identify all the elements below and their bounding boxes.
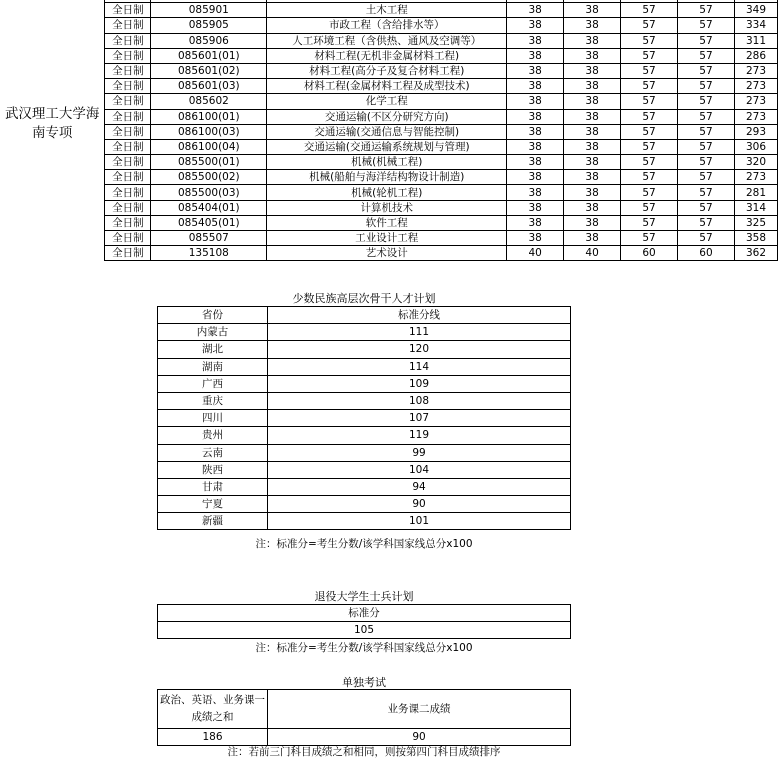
english-line-cell: 38 (564, 139, 621, 154)
english-line-cell: 38 (564, 48, 621, 63)
major-code-cell: 085905 (151, 18, 267, 33)
major-code-cell: 085901 (151, 3, 267, 18)
minority-plan-table (157, 306, 571, 530)
standard-score-cell: 108 (268, 392, 571, 409)
study-mode-cell: 全日制 (105, 155, 151, 170)
course1-line-cell: 57 (621, 215, 678, 230)
veteran-plan-note: 注：标准分=考生分数/该学科国家线总分x100 (255, 642, 473, 654)
major-name-cell: 机械(船舶与海洋结构物设计制造) (267, 170, 507, 185)
study-mode-cell: 全日制 (105, 79, 151, 94)
veteran-plan-title: 退役大学生士兵计划 (314, 590, 414, 603)
province-cell: 甘肃 (158, 478, 268, 495)
minority-header-row (158, 307, 571, 324)
admission-row (0, 200, 778, 215)
major-name-cell: 人工环境工程（含供热、通风及空调等） (267, 33, 507, 48)
major-code-cell: 085405(01) (151, 215, 267, 230)
single-exam-value-course2: 90 (268, 729, 571, 746)
study-mode-cell: 全日制 (105, 200, 151, 215)
school-name-cell: 武汉理工大学海南专项 (0, 0, 105, 261)
major-name-cell: 艺术设计 (267, 246, 507, 261)
province-cell: 内蒙古 (158, 324, 268, 341)
english-line-cell: 38 (564, 94, 621, 109)
course2-line-cell: 57 (678, 231, 735, 246)
major-code-cell: 085601(03) (151, 79, 267, 94)
admission-score-table (0, 0, 778, 261)
total-line-cell: 293 (734, 124, 777, 139)
course1-line-cell: 57 (621, 48, 678, 63)
standard-score-cell: 90 (268, 496, 571, 513)
admission-row (0, 48, 778, 63)
single-exam-note: 注：若前三门科目成绩之和相同，则按第四门科目成绩排序 (227, 746, 501, 758)
veteran-header-cell: 标准分 (158, 605, 571, 622)
province-cell: 四川 (158, 410, 268, 427)
major-code-cell: 086100(04) (151, 139, 267, 154)
total-line-cell: 273 (734, 94, 777, 109)
total-line-cell: 334 (734, 18, 777, 33)
english-line-cell: 38 (564, 79, 621, 94)
total-line-cell: 349 (734, 3, 777, 18)
veteran-plan-table (157, 604, 571, 639)
study-mode-cell: 全日制 (105, 139, 151, 154)
total-line-cell: 358 (734, 231, 777, 246)
major-code-cell: 085602 (151, 94, 267, 109)
english-line-cell: 38 (564, 18, 621, 33)
minority-plan-title: 少数民族高层次骨干人才计划 (292, 292, 436, 305)
major-code-cell: 085601(02) (151, 63, 267, 78)
course1-line-cell: 57 (621, 155, 678, 170)
standard-score-cell: 99 (268, 444, 571, 461)
minority-row (158, 461, 571, 478)
course2-line-cell: 57 (678, 79, 735, 94)
course1-line-cell: 57 (621, 124, 678, 139)
single-exam-header-sum: 政治、英语、业务课一成绩之和 (158, 690, 268, 729)
course2-line-cell: 57 (678, 48, 735, 63)
single-exam-header-row (158, 690, 571, 729)
course2-line-cell: 57 (678, 200, 735, 215)
admission-row (0, 63, 778, 78)
standard-score-cell: 94 (268, 478, 571, 495)
english-line-cell: 38 (564, 109, 621, 124)
course2-line-cell: 57 (678, 124, 735, 139)
course2-line-cell: 57 (678, 215, 735, 230)
admission-row (0, 139, 778, 154)
total-line-cell: 320 (734, 155, 777, 170)
veteran-header-row (158, 605, 571, 622)
english-line-cell: 38 (564, 33, 621, 48)
course1-line-cell: 57 (621, 170, 678, 185)
minority-row (158, 444, 571, 461)
course2-line-cell: 57 (678, 109, 735, 124)
standard-score-cell: 114 (268, 358, 571, 375)
english-line-cell: 38 (564, 215, 621, 230)
minority-header-province: 省份 (158, 307, 268, 324)
course1-line-cell: 57 (621, 231, 678, 246)
single-exam-header-course2: 业务课二成绩 (268, 690, 571, 729)
study-mode-cell: 全日制 (105, 48, 151, 63)
major-code-cell: 085404(01) (151, 200, 267, 215)
study-mode-cell: 全日制 (105, 63, 151, 78)
english-line-cell: 38 (564, 185, 621, 200)
province-cell: 新疆 (158, 513, 268, 530)
province-cell: 云南 (158, 444, 268, 461)
standard-score-cell: 120 (268, 341, 571, 358)
course1-line-cell: 60 (621, 246, 678, 261)
admission-row (0, 155, 778, 170)
major-code-cell: 086100(03) (151, 124, 267, 139)
major-name-cell: 机械(轮机工程) (267, 185, 507, 200)
politics-line-cell: 38 (507, 94, 564, 109)
minority-row (158, 375, 571, 392)
politics-line-cell: 38 (507, 109, 564, 124)
total-line-cell: 286 (734, 48, 777, 63)
study-mode-cell: 全日制 (105, 18, 151, 33)
course1-line-cell: 57 (621, 185, 678, 200)
major-code-cell: 135108 (151, 246, 267, 261)
english-line-cell: 38 (564, 124, 621, 139)
admission-row (0, 94, 778, 109)
politics-line-cell: 40 (507, 246, 564, 261)
major-code-cell: 086100(01) (151, 109, 267, 124)
politics-line-cell: 38 (507, 124, 564, 139)
politics-line-cell: 38 (507, 170, 564, 185)
major-name-cell: 工业设计工程 (267, 231, 507, 246)
minority-header-score: 标准分线 (268, 307, 571, 324)
politics-line-cell: 38 (507, 139, 564, 154)
total-line-cell: 281 (734, 185, 777, 200)
single-exam-value-sum: 186 (158, 729, 268, 746)
course1-line-cell: 57 (621, 109, 678, 124)
total-line-cell: 311 (734, 33, 777, 48)
admission-row (0, 231, 778, 246)
study-mode-cell: 全日制 (105, 33, 151, 48)
course1-line-cell: 57 (621, 94, 678, 109)
standard-score-cell: 111 (268, 324, 571, 341)
course2-line-cell: 57 (678, 170, 735, 185)
province-cell: 重庆 (158, 392, 268, 409)
admission-row (0, 109, 778, 124)
english-line-cell: 40 (564, 246, 621, 261)
standard-score-cell: 107 (268, 410, 571, 427)
major-name-cell: 材料工程(无机非金属材料工程) (267, 48, 507, 63)
major-name-cell: 交通运输(不区分研究方向) (267, 109, 507, 124)
province-cell: 贵州 (158, 427, 268, 444)
admission-row (0, 170, 778, 185)
total-line-cell: 325 (734, 215, 777, 230)
study-mode-cell: 全日制 (105, 170, 151, 185)
course2-line-cell: 57 (678, 155, 735, 170)
minority-plan-note: 注：标准分=考生分数/该学科国家线总分x100 (255, 538, 473, 550)
course1-line-cell: 57 (621, 79, 678, 94)
english-line-cell: 38 (564, 231, 621, 246)
single-exam-title: 单独考试 (342, 676, 386, 689)
course1-line-cell: 57 (621, 200, 678, 215)
major-code-cell: 085500(01) (151, 155, 267, 170)
veteran-value-row (158, 622, 571, 639)
province-cell: 宁夏 (158, 496, 268, 513)
admission-row (0, 3, 778, 18)
politics-line-cell: 38 (507, 48, 564, 63)
total-line-cell: 273 (734, 79, 777, 94)
minority-row (158, 427, 571, 444)
province-cell: 陕西 (158, 461, 268, 478)
standard-score-cell: 109 (268, 375, 571, 392)
admission-score-section (0, 0, 778, 262)
minority-row (158, 341, 571, 358)
english-line-cell: 38 (564, 200, 621, 215)
admission-row (0, 124, 778, 139)
admission-row (0, 33, 778, 48)
major-name-cell: 软件工程 (267, 215, 507, 230)
course2-line-cell: 57 (678, 185, 735, 200)
standard-score-cell: 101 (268, 513, 571, 530)
politics-line-cell: 38 (507, 231, 564, 246)
admission-row (0, 215, 778, 230)
study-mode-cell: 全日制 (105, 124, 151, 139)
major-code-cell: 085601(01) (151, 48, 267, 63)
major-code-cell: 085507 (151, 231, 267, 246)
course2-line-cell: 60 (678, 246, 735, 261)
major-name-cell: 计算机技术 (267, 200, 507, 215)
politics-line-cell: 38 (507, 18, 564, 33)
english-line-cell: 38 (564, 170, 621, 185)
admission-row (0, 185, 778, 200)
major-name-cell: 材料工程(金属材料工程及成型技术) (267, 79, 507, 94)
minority-plan-table-body (158, 307, 571, 530)
course1-line-cell: 57 (621, 63, 678, 78)
major-name-cell: 交通运输(交通信息与智能控制) (267, 124, 507, 139)
major-code-cell: 085906 (151, 33, 267, 48)
major-name-cell: 化学工程 (267, 94, 507, 109)
province-cell: 湖南 (158, 358, 268, 375)
standard-score-cell: 119 (268, 427, 571, 444)
study-mode-cell: 全日制 (105, 215, 151, 230)
admission-row (0, 18, 778, 33)
total-line-cell: 362 (734, 246, 777, 261)
minority-row (158, 478, 571, 495)
course1-line-cell: 57 (621, 139, 678, 154)
total-line-cell: 314 (734, 200, 777, 215)
veteran-value-cell: 105 (158, 622, 571, 639)
english-line-cell: 38 (564, 155, 621, 170)
single-exam-value-row (158, 729, 571, 746)
total-line-cell: 273 (734, 109, 777, 124)
course1-line-cell: 57 (621, 18, 678, 33)
major-code-cell: 085500(02) (151, 170, 267, 185)
major-name-cell: 土木工程 (267, 3, 507, 18)
minority-row (158, 496, 571, 513)
minority-row (158, 410, 571, 427)
course2-line-cell: 57 (678, 33, 735, 48)
total-line-cell: 306 (734, 139, 777, 154)
minority-row (158, 358, 571, 375)
single-exam-table (157, 689, 571, 746)
admission-row (0, 79, 778, 94)
course2-line-cell: 57 (678, 3, 735, 18)
major-name-cell: 机械(机械工程) (267, 155, 507, 170)
study-mode-cell: 全日制 (105, 231, 151, 246)
english-line-cell: 38 (564, 63, 621, 78)
total-line-cell: 273 (734, 63, 777, 78)
study-mode-cell: 全日制 (105, 185, 151, 200)
course1-line-cell: 57 (621, 33, 678, 48)
study-mode-cell: 全日制 (105, 109, 151, 124)
major-name-cell: 市政工程（含给排水等） (267, 18, 507, 33)
admission-row (0, 246, 778, 261)
politics-line-cell: 38 (507, 155, 564, 170)
politics-line-cell: 38 (507, 3, 564, 18)
course2-line-cell: 57 (678, 139, 735, 154)
province-cell: 湖北 (158, 341, 268, 358)
minority-row (158, 392, 571, 409)
standard-score-cell: 104 (268, 461, 571, 478)
course2-line-cell: 57 (678, 63, 735, 78)
politics-line-cell: 38 (507, 185, 564, 200)
total-line-cell: 273 (734, 170, 777, 185)
study-mode-cell: 全日制 (105, 246, 151, 261)
admission-score-table-body (0, 0, 778, 261)
minority-row (158, 513, 571, 530)
politics-line-cell: 38 (507, 33, 564, 48)
course2-line-cell: 57 (678, 94, 735, 109)
major-code-cell: 085500(03) (151, 185, 267, 200)
study-mode-cell: 全日制 (105, 94, 151, 109)
major-name-cell: 材料工程(高分子及复合材料工程) (267, 63, 507, 78)
province-cell: 广西 (158, 375, 268, 392)
politics-line-cell: 38 (507, 63, 564, 78)
politics-line-cell: 38 (507, 200, 564, 215)
english-line-cell: 38 (564, 3, 621, 18)
politics-line-cell: 38 (507, 79, 564, 94)
course1-line-cell: 57 (621, 3, 678, 18)
study-mode-cell: 全日制 (105, 3, 151, 18)
course2-line-cell: 57 (678, 18, 735, 33)
politics-line-cell: 38 (507, 215, 564, 230)
minority-row (158, 324, 571, 341)
major-name-cell: 交通运输(交通运输系统规划与管理) (267, 139, 507, 154)
